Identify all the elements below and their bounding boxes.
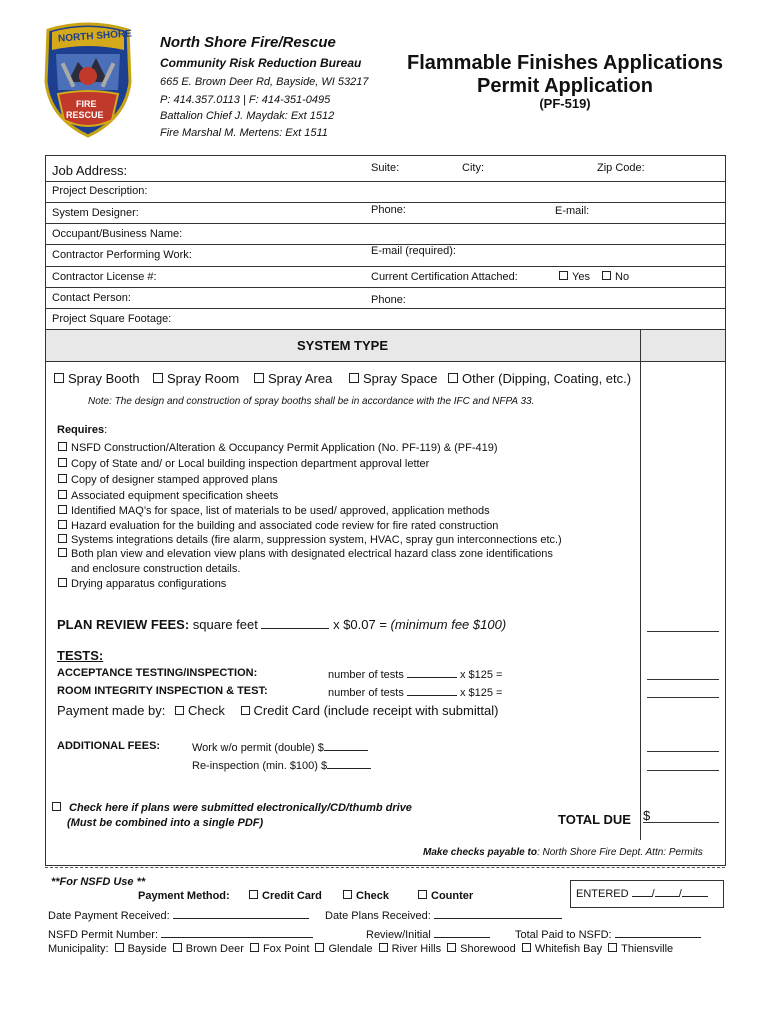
checkbox-icon: [608, 943, 617, 952]
plan-review-fees-row: PLAN REVIEW FEES: square feet x $0.07 = (minimum fee $100): [57, 617, 507, 632]
office-check-checkbox[interactable]: Check: [343, 890, 389, 902]
spray-booth-checkbox[interactable]: Spray Booth: [54, 371, 140, 386]
muni-glendale-checkbox[interactable]: Glendale: [315, 943, 372, 955]
checkbox-icon: [153, 373, 163, 383]
checkbox-icon: [522, 943, 531, 952]
checks-payable-note: Make checks payable to: North Shore Fire Dept. Attn: Permits: [423, 847, 703, 858]
system-type-heading: SYSTEM TYPE: [296, 338, 389, 353]
pay-check-checkbox[interactable]: Check: [175, 703, 225, 718]
cert-no-checkbox[interactable]: [602, 271, 629, 283]
checkbox-icon: [58, 458, 67, 467]
checkbox-icon: [175, 706, 184, 715]
date-payment-received-field[interactable]: Date Payment Received:: [48, 908, 309, 922]
checkbox-icon: [52, 802, 61, 811]
certification-label: Current Certification Attached:: [371, 271, 518, 283]
job-address-field[interactable]: Job Address:: [52, 163, 128, 178]
city-field[interactable]: City:: [462, 162, 484, 174]
other-system-checkbox[interactable]: Other (Dipping, Coating, etc.): [448, 371, 631, 386]
form-title-line2: Permit Application: [477, 75, 653, 97]
checkbox-icon: [418, 890, 427, 899]
contractor-license-field[interactable]: Contractor License #:: [52, 271, 157, 283]
checkbox-icon: [315, 943, 324, 952]
checkbox-icon: [250, 943, 259, 952]
suite-field[interactable]: Suite:: [371, 162, 400, 174]
org-phone: P: 414.357.0113 | F: 414-351-0495: [160, 94, 331, 106]
payment-made-by-row: Payment made by: Check Credit Card (include receipt with submittal): [57, 703, 499, 718]
system-designer-field[interactable]: System Designer:: [52, 207, 139, 219]
spray-area-checkbox[interactable]: Spray Area: [254, 371, 332, 386]
logo-rescue-text: RESCUE: [66, 110, 104, 120]
system-note: Note: The design and construction of spray booths shall be in accordance with the IFC and NFPA 33.: [88, 396, 535, 407]
muni-shorewood-checkbox[interactable]: Shorewood: [447, 943, 516, 955]
checkbox-icon: [249, 890, 258, 899]
date-plans-received-field[interactable]: Date Plans Received:: [325, 908, 562, 922]
requirement-item[interactable]: Both plan view and elevation view plans with designated electrical hazard class zone identifications: [58, 548, 553, 560]
requirement-item[interactable]: Copy of designer stamped approved plans: [58, 474, 278, 486]
entered-label: ENTERED: [576, 888, 629, 900]
cert-yes-checkbox[interactable]: [559, 271, 590, 283]
acceptance-tests-row: number of tests x $125 =: [328, 669, 503, 681]
checkbox-icon: [241, 706, 250, 715]
requirement-item[interactable]: NSFD Construction/Alteration & Occupancy Permit Application (No. PF-119) & (PF-419): [58, 442, 498, 454]
bureau-name: Community Risk Reduction Bureau: [160, 56, 362, 70]
square-footage-field[interactable]: Project Square Footage:: [52, 313, 172, 325]
spray-room-checkbox[interactable]: Spray Room: [153, 371, 239, 386]
checkbox-icon: [349, 373, 359, 383]
battalion-chief: Battalion Chief J. Maydak: Ext 1512: [160, 110, 335, 122]
office-credit-card-checkbox[interactable]: Credit Card: [249, 890, 322, 902]
total-paid-field[interactable]: Total Paid to NSFD:: [515, 927, 701, 941]
tests-heading: TESTS:: [57, 648, 104, 663]
payment-method-label: Payment Method:: [138, 890, 230, 902]
work-without-permit-input[interactable]: [324, 740, 368, 751]
additional-fee-line-2[interactable]: [647, 770, 719, 771]
requirement-item[interactable]: Hazard evaluation for the building and associated code review for fire rated construction: [58, 520, 498, 532]
total-due-line[interactable]: [643, 822, 719, 823]
reinspection-row: Re-inspection (min. $100) $: [192, 758, 371, 772]
contractor-email-field[interactable]: E-mail (required):: [371, 245, 456, 257]
checkbox-icon: [58, 520, 67, 529]
project-description-field[interactable]: Project Description:: [52, 185, 148, 197]
municipality-row: [48, 943, 673, 955]
electronic-submission-note: (Must be combined into a single PDF): [67, 817, 264, 829]
org-name: North Shore Fire/Rescue: [160, 34, 336, 51]
cert-no-label: No: [615, 271, 630, 283]
acceptance-fee-line[interactable]: [647, 679, 719, 680]
contractor-field[interactable]: Contractor Performing Work:: [52, 249, 192, 261]
checkbox-icon: [58, 534, 67, 543]
muni-thiensville-checkbox[interactable]: Thiensville: [608, 943, 673, 955]
room-integrity-fee-line[interactable]: [647, 697, 719, 698]
zip-code-field[interactable]: Zip Code:: [597, 162, 645, 174]
contact-phone-field[interactable]: Phone:: [371, 294, 406, 306]
entered-box[interactable]: ENTERED / /: [570, 880, 724, 908]
checkbox-icon: [448, 373, 458, 383]
review-initial-field[interactable]: Review/Initial: [366, 927, 490, 941]
muni-whitefish-bay-checkbox[interactable]: Whitefish Bay: [522, 943, 602, 955]
total-due-label: TOTAL DUE: [558, 812, 631, 827]
checkbox-icon: [58, 474, 67, 483]
contact-person-field[interactable]: Contact Person:: [52, 292, 131, 304]
designer-phone-field[interactable]: Phone:: [371, 204, 406, 216]
org-address: 665 E. Brown Deer Rd, Bayside, WI 53217: [160, 76, 369, 88]
additional-fees-label: ADDITIONAL FEES:: [57, 740, 161, 752]
office-counter-checkbox[interactable]: Counter: [418, 890, 473, 902]
office-use-divider: [45, 867, 725, 868]
checkbox-icon: [173, 943, 182, 952]
fire-marshal: Fire Marshal M. Mertens: Ext 1511: [160, 127, 328, 139]
checkbox-icon: [58, 442, 67, 451]
requirement-item[interactable]: Systems integrations details (fire alarm, suppression system, HVAC, spray gun interconnections etc.): [58, 534, 562, 546]
checkbox-icon: [379, 943, 388, 952]
logo-fire-text: FIRE: [76, 99, 97, 109]
occupant-business-field[interactable]: Occupant/Business Name:: [52, 228, 183, 240]
nsfr-logo: [38, 22, 138, 140]
checkbox-icon: [54, 373, 64, 383]
acceptance-tests-input[interactable]: [407, 667, 457, 678]
checkbox-icon: [58, 490, 67, 499]
nsfd-use-heading: **For NSFD Use **: [51, 876, 146, 888]
work-without-permit-row: Work w/o permit (double) $: [192, 740, 368, 754]
reinspection-input[interactable]: [327, 758, 371, 769]
requirement-item[interactable]: Associated equipment specification sheets: [58, 490, 278, 502]
room-integrity-label: ROOM INTEGRITY INSPECTION & TEST:: [57, 685, 268, 697]
muni-brown-deer-checkbox[interactable]: Brown Deer: [173, 943, 244, 955]
spray-space-checkbox[interactable]: Spray Space: [349, 371, 437, 386]
main-section-box: [45, 360, 726, 866]
additional-fee-line-1[interactable]: [647, 751, 719, 752]
permit-number-field[interactable]: NSFD Permit Number:: [48, 927, 313, 941]
checkbox-icon: [58, 548, 67, 557]
requirement-item[interactable]: Drying apparatus configurations: [58, 578, 226, 590]
square-feet-input[interactable]: [261, 618, 329, 629]
municipality-label: Municipality:: [48, 943, 109, 955]
checkbox-icon: [58, 505, 67, 514]
requirement-item-continued: and enclosure construction details.: [71, 563, 241, 575]
checkbox-icon: [254, 373, 264, 383]
plan-review-fee-total-line[interactable]: [647, 631, 719, 632]
checkbox-icon: [115, 943, 124, 952]
room-integrity-row: number of tests x $125 =: [328, 687, 503, 699]
pay-credit-card-checkbox[interactable]: Credit Card (include receipt with submittal): [241, 703, 499, 718]
cert-yes-label: Yes: [572, 271, 590, 283]
requires-heading: Requires:: [57, 424, 108, 436]
muni-river-hills-checkbox[interactable]: River Hills: [379, 943, 442, 955]
electronic-submission-checkbox[interactable]: Check here if plans were submitted electronically/CD/thumb drive: [52, 802, 412, 814]
muni-fox-point-checkbox[interactable]: Fox Point: [250, 943, 309, 955]
checkbox-icon: [58, 578, 67, 587]
requirement-item[interactable]: Identified MAQ’s for space, list of materials to be used/ approved, application methods: [58, 505, 490, 517]
checkbox-icon: [447, 943, 456, 952]
total-due-dollar: $: [643, 808, 651, 823]
acceptance-testing-label: ACCEPTANCE TESTING/INSPECTION:: [57, 667, 258, 679]
form-number: (PF-519): [539, 96, 591, 111]
room-integrity-tests-input[interactable]: [407, 685, 457, 696]
requirement-item[interactable]: Copy of State and/ or Local building inspection department approval letter: [58, 458, 429, 470]
checkbox-icon: [559, 271, 568, 280]
muni-bayside-checkbox[interactable]: Bayside: [115, 943, 167, 955]
designer-email-field[interactable]: E-mail:: [555, 205, 590, 217]
form-title-line1: Flammable Finishes Applications: [407, 52, 723, 74]
logo-top-text: NORTH SHORE: [57, 28, 133, 45]
checkbox-icon: [602, 271, 611, 280]
checkbox-icon: [343, 890, 352, 899]
